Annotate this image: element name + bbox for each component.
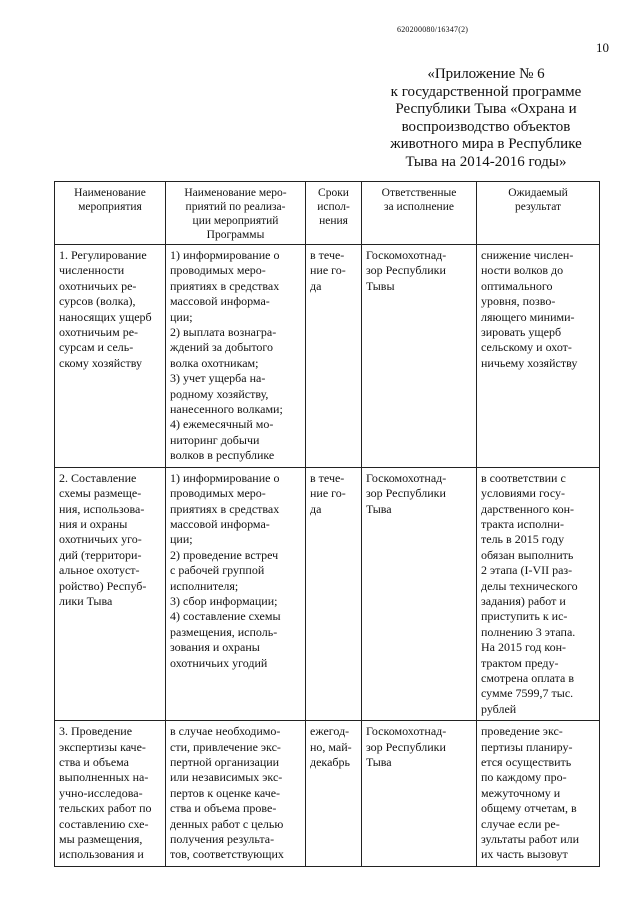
cell-line: зультаты работ или — [481, 832, 580, 847]
cell-line: да — [310, 501, 322, 516]
cell-line: численности — [59, 263, 125, 278]
cell-line: пертизы планиру- — [481, 739, 573, 754]
cell-event-name — [55, 467, 166, 721]
cell-line: сумме 7599,7 тыс. — [481, 686, 574, 701]
cell-line: составлению схе- — [59, 816, 149, 831]
cell-line: сурсам и сель- — [59, 340, 134, 355]
cell-line: трактом преду- — [481, 655, 559, 670]
cell-line: ния, использова- — [59, 501, 145, 516]
cell-line: ется осуществить — [481, 755, 572, 769]
cell-result — [477, 467, 600, 721]
cell-line: нанесенного волками; — [170, 402, 283, 417]
cell-line: с рабочей группой — [170, 563, 265, 578]
cell-line: 3) учет ущерба на- — [170, 371, 266, 386]
cell-line: по каждому про- — [481, 770, 567, 785]
cell-line: проводимых меро- — [170, 486, 266, 501]
cell-line: межуточному и — [481, 785, 561, 800]
cell-line: получения результа- — [170, 832, 275, 847]
appendix-line: животного мира в Республике — [390, 136, 582, 152]
col-header-responsible — [362, 182, 477, 245]
cell-line: тов, соответствующих — [170, 847, 284, 862]
cell-responsible — [362, 721, 477, 867]
col-header-name — [55, 182, 166, 245]
appendix-line: к государственной программе — [390, 83, 582, 100]
cell-line: зор Республики — [366, 263, 446, 278]
cell-line: родному хозяйству, — [170, 386, 269, 401]
cell-line: проводимых меро- — [170, 263, 266, 278]
cell-line: ние го- — [310, 486, 346, 501]
cell-line: 1. Регулирование — [59, 248, 147, 262]
page-number: 10 — [596, 40, 609, 55]
cell-line: приятиях в средствах — [170, 501, 280, 516]
cell-line: экспертизы каче- — [59, 739, 146, 754]
cell-line: ния и охраны — [59, 516, 128, 531]
cell-line: ние го- — [310, 263, 346, 278]
appendix-line: воспроизводство объектов — [401, 118, 571, 135]
cell-line: Госкомохотнад- — [366, 248, 447, 262]
header-line: приятий по реализа- — [185, 201, 286, 213]
col-header-terms — [306, 182, 362, 245]
cell-line: условиями госу- — [481, 486, 566, 501]
cell-line: тракта исполни- — [481, 516, 564, 531]
cell-line: зор Республики — [366, 739, 446, 754]
cell-line: учно-исследова- — [59, 785, 143, 800]
cell-line: охотничьих угодий — [170, 655, 268, 670]
cell-line: ниторинг добычи — [170, 432, 260, 447]
cell-line: наносящих ущерб — [59, 309, 152, 324]
cell-line: уровня, позво- — [481, 294, 556, 309]
table-row — [55, 467, 600, 721]
cell-line: в соответствии с — [481, 470, 566, 485]
header-line: за исполнение — [384, 201, 454, 213]
cell-line: схемы размеще- — [59, 486, 142, 501]
cell-line: размещения, исполь- — [170, 624, 278, 639]
appendix-heading — [368, 66, 604, 171]
cell-line: волка охотникам; — [170, 355, 259, 370]
cell-line: обязан выполнить — [481, 547, 574, 562]
document-id: 620200080/16347(2) — [397, 25, 469, 34]
cell-line: ничьему хозяйству — [481, 355, 578, 370]
cell-line: охотничьих уго- — [59, 532, 142, 547]
cell-line: мы размещения, — [59, 832, 143, 847]
cell-line: охотничьих ре- — [59, 278, 137, 293]
header-line: испол- — [317, 201, 350, 213]
appendix-line: Тыва на 2014-2016 годы» — [405, 153, 567, 170]
cell-line: делы технического — [481, 578, 578, 593]
cell-event-name — [55, 721, 166, 867]
table-row — [55, 245, 600, 468]
cell-line: общему отчетам, в — [481, 801, 577, 816]
cell-line: ности волков до — [481, 263, 564, 278]
appendix-line: «Приложение № 6 — [427, 66, 545, 82]
cell-line: ции; — [170, 309, 193, 324]
cell-line: альное охотуст- — [59, 563, 140, 578]
measures-table — [54, 181, 600, 867]
cell-line: денных работ с целью — [170, 816, 284, 831]
col-header-result — [477, 182, 600, 245]
cell-line: зор Республики — [366, 486, 446, 501]
cell-line: 3. Проведение — [59, 724, 133, 739]
cell-line: Госкомохотнад- — [366, 724, 447, 739]
cell-line: ства и объема — [59, 755, 130, 769]
cell-line: задания) работ и — [481, 593, 566, 608]
cell-line: дий (территори- — [59, 547, 142, 562]
cell-line: сти, привлечение экс- — [170, 739, 281, 754]
cell-line: ции; — [170, 532, 193, 547]
header-line: Программы — [206, 229, 265, 241]
cell-line: использования и — [59, 847, 144, 862]
cell-line: декабрь — [310, 755, 350, 769]
cell-result — [477, 721, 600, 867]
header-line: Ответственные — [381, 187, 457, 199]
header-line: Ожидаемый — [508, 187, 568, 199]
header-line: Сроки — [318, 187, 349, 199]
cell-line: приступить к ис- — [481, 609, 568, 624]
header-line: мероприятия — [78, 201, 142, 213]
cell-line: Тыва — [366, 501, 392, 516]
cell-line: ройство) Респуб- — [59, 578, 147, 593]
cell-line: охотничьим ре- — [59, 325, 139, 340]
cell-line: волков в республике — [170, 448, 275, 463]
cell-line: 2) проведение встреч — [170, 547, 279, 562]
cell-line: ждений за добытого — [170, 340, 274, 355]
cell-measures — [166, 245, 306, 468]
cell-line: зования и охраны — [170, 640, 260, 655]
cell-line: сурсов (волка), — [59, 294, 136, 309]
cell-line: тельских работ по — [59, 801, 152, 816]
cell-line: 4) составление схемы — [170, 609, 281, 624]
cell-terms — [306, 245, 362, 468]
cell-line: оптимального — [481, 278, 553, 293]
cell-line: приятиях в средствах — [170, 278, 280, 293]
cell-line: 3) сбор информации; — [170, 593, 278, 608]
table-row — [55, 721, 600, 867]
cell-line: зировать ущерб — [481, 325, 562, 340]
cell-line: массовой информа- — [170, 294, 270, 309]
header-line: Наименование меро- — [184, 187, 287, 199]
cell-line: массовой информа- — [170, 516, 270, 531]
cell-line: На 2015 год кон- — [481, 640, 567, 655]
cell-line: 2) выплата вознагра- — [170, 325, 277, 340]
cell-line: 2 этапа (I-VII раз- — [481, 563, 573, 578]
cell-line: да — [310, 278, 322, 293]
cell-line: проведение экс- — [481, 724, 563, 739]
table-header-row — [55, 182, 600, 245]
cell-line: ежегод- — [310, 724, 350, 739]
cell-measures — [166, 467, 306, 721]
cell-terms — [306, 721, 362, 867]
cell-measures — [166, 721, 306, 867]
cell-line: рублей — [481, 701, 517, 716]
cell-responsible — [362, 467, 477, 721]
cell-terms — [306, 467, 362, 721]
cell-line: тель в 2015 году — [481, 532, 565, 547]
cell-line: в случае необходимо- — [170, 724, 281, 739]
cell-line: полнению 3 этапа. — [481, 624, 576, 639]
appendix-line: Республики Тыва «Охрана и — [395, 101, 577, 117]
cell-line: лики Тыва — [59, 593, 113, 608]
cell-line: 2. Составление — [59, 470, 137, 485]
col-header-measures — [166, 182, 306, 245]
cell-line: сельскому и охот- — [481, 340, 572, 355]
cell-line: пертов к оценке каче- — [170, 785, 281, 800]
cell-line: дарственного кон- — [481, 501, 575, 516]
cell-line: 4) ежемесячный мо- — [170, 417, 274, 432]
cell-line: снижение числен- — [481, 248, 574, 262]
cell-line: ляющего миними- — [481, 309, 575, 324]
header-line: нения — [319, 215, 348, 227]
header-line: ции мероприятий — [192, 215, 279, 227]
header-line: результат — [514, 201, 562, 213]
cell-line: Тыва — [366, 755, 392, 769]
cell-line: пертной организации — [170, 755, 280, 769]
cell-line: ства и объема прове- — [170, 801, 277, 816]
cell-line: в тече- — [310, 470, 345, 485]
cell-line: в тече- — [310, 248, 345, 262]
cell-line: Госкомохотнад- — [366, 470, 447, 485]
cell-line: 1) информирование о — [170, 470, 280, 485]
cell-responsible — [362, 245, 477, 468]
cell-line: Тывы — [366, 278, 395, 293]
cell-line: или независимых экс- — [170, 770, 283, 785]
cell-line: исполнителя; — [170, 578, 239, 593]
cell-result — [477, 245, 600, 468]
cell-line: смотрена оплата в — [481, 670, 575, 685]
cell-line: случае если ре- — [481, 816, 560, 831]
cell-line: скому хозяйству — [59, 355, 142, 370]
cell-event-name — [55, 245, 166, 468]
header-line: Наименование — [74, 187, 146, 199]
cell-line: их часть вызовут — [481, 847, 568, 862]
cell-line: 1) информирование о — [170, 248, 280, 262]
cell-line: выполненных на- — [59, 770, 149, 785]
cell-line: но, май- — [310, 739, 352, 754]
